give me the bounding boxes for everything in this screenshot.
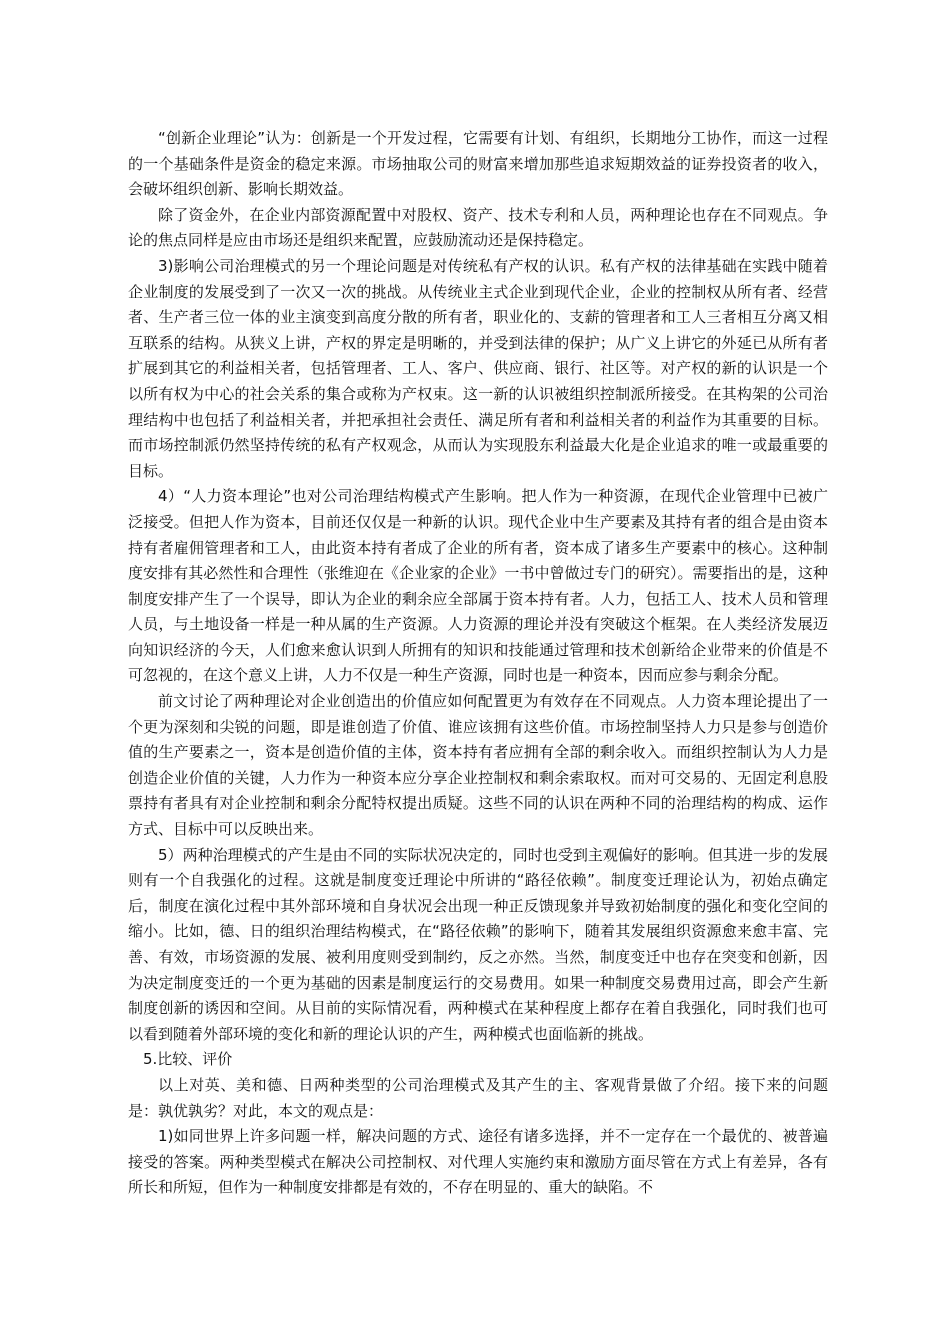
paragraph-human-capital: 4）“人力资本理论”也对公司治理结构模式产生影响。把人作为一种资源，在现代企业管理中已被广泛接受。但把人作为资本，目前还仅仅是一种新的认识。现代企业中生产要素及其持有者的组合是由资本持有者雇佣管理者和工人，由此资本持有者成了企业的所有者，资本成了诸多生产要素中的核心。这种制度安排有其必然性和合理性（张维迎在《企业家的企业》一书中曾做过专门的研究）。需要指出的是，这种制度安排产生了一个误导，即认为企业的剩余应全部属于资本持有者。人力，包括工人、技术人员和管理人员，与土地设备一样是一种从属的生产资源。人力资源的理论并没有突破这个框架。在人类经济发展迈向知识经济的今天，人们愈来愈认识到人所拥有的知识和技能通过管理和技术创新给企业带来的价值是不可忽视的，在这个意义上讲，人力不仅是一种生产资源，同时也是一种资本，因而应参与剩余分配。: [128, 487, 828, 685]
document-body: [128, 126, 828, 1201]
paragraph-resource-allocation: 除了资金外，在企业内部资源配置中对股权、资产、技术专利和人员，两种理论也存在不同观点。争论的焦点同样是应由市场还是组织来配置，应鼓励流动还是保持稳定。: [128, 205, 828, 250]
paragraph-comparison-intro: 以上对英、美和德、日两种类型的公司治理模式及其产生的主、客观背景做了介绍。接下来的问题是：孰优孰劣？对此，本文的观点是：: [128, 1075, 828, 1120]
paragraph-value-creation: 前文讨论了两种理论对企业创造出的价值应如何配置更为有效存在不同观点。人力资本理论提出了一个更为深刻和尖锐的问题，即是谁创造了价值、谁应该拥有这些价值。市场控制坚持人力只是参与创造价值的生产要素之一，资本是创造价值的主体，资本持有者应拥有全部的剩余收入。而组织控制认为人力是创造企业价值的关键，人力作为一种资本应分享企业控制权和剩余索取权。而对可交易的、无固定利息股票持有者具有对企业控制和剩余分配特权提出质疑。这些不同的认识在两种不同的治理结构的构成、运作方式、目标中可以反映出来。: [128, 692, 828, 839]
paragraph-path-dependence: 5）两种治理模式的产生是由不同的实际状况决定的，同时也受到主观偏好的影响。但其进一步的发展则有一个自我强化的过程。这就是制度变迁理论中所讲的“路径依赖”。制度变迁理论认为，初始点确定后，制度在演化过程中其外部环境和自身状况会出现一种正反馈现象并导致初始制度的强化和变化空间的缩小。比如，德、日的组织治理结构模式，在“路径依赖”的影响下，随着其发展组织资源愈来愈丰富、完善、有效，市场资源的发展、被利用度则受到制约，反之亦然。当然，制度变迁中也存在突变和创新，因为决定制度变迁的一个更为基础的因素是制度运行的交易费用。如果一种制度交易费用过高，即会产生新制度创新的诱因和空间。从目前的实际情况看，两种模式在某种程度上都存在着自我强化，同时我们也可以看到随着外部环境的变化和新的理论认识的产生，两种模式也面临新的挑战。: [128, 845, 828, 1043]
paragraph-innovation-theory: “创新企业理论”认为：创新是一个开发过程，它需要有计划、有组织，长期地分工协作，而这一过程的一个基础条件是资金的稳定来源。市场抽取公司的财富来增加那些追求短期效益的证券投资者的收入，会破坏组织创新、影响长期效益。: [128, 129, 828, 199]
paragraph-property-rights: 3)影响公司治理模式的另一个理论问题是对传统私有产权的认识。私有产权的法律基础在实践中随着企业制度的发展受到了一次又一次的挑战。从传统业主式企业到现代企业，企业的控制权从所有者、经营者、生产者三位一体的业主演变到高度分散的所有者，职业化的、支薪的管理者和工人三者相互分离又相互联系的结构。从狭义上讲，产权的界定是明晰的，并受到法律的保护；从广义上讲它的外延已从所有者扩展到其它的利益相关者，包括管理者、工人、客户、供应商、银行、社区等。对产权的新的认识是一个以所有权为中心的社会关系的集合或称为产权束。这一新的认识被组织控制派所接受。在其构架的公司治理结构中也包括了利益相关者，并把承担社会责任、满足所有者和利益相关者的利益作为其重要的目标。而市场控制派仍然坚持传统的私有产权观念，从而认为实现股东利益最大化是企业追求的唯一或最重要的目标。: [128, 256, 828, 480]
section-heading-comparison: 5.比较、评价: [143, 1050, 233, 1069]
paragraph-comparison-point-1: 1)如同世界上许多问题一样，解决问题的方式、途径有诸多选择，并不一定存在一个最优的、被普遍接受的答案。两种类型模式在解决公司控制权、对代理人实施约束和激励方面尽管在方式上有差异，各有所长和所短，但作为一种制度安排都是有效的，不存在明显的、重大的缺陷。不: [128, 1127, 828, 1197]
